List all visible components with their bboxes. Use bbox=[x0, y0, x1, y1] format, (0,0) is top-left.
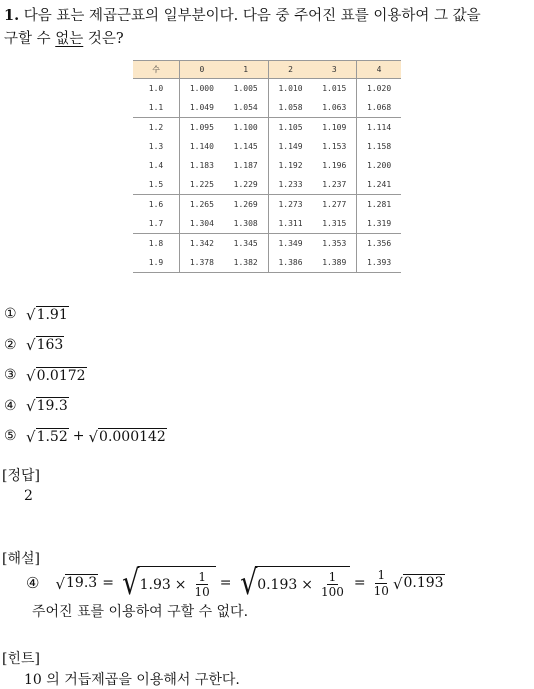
equals-sign: = bbox=[219, 575, 232, 591]
table-cell: 1.145 bbox=[233, 142, 258, 151]
table-cell: 1.095 bbox=[180, 118, 224, 138]
table-cell: 1.349 bbox=[268, 234, 312, 254]
choice-radicand: 0.000142 bbox=[99, 428, 166, 445]
table-cell: 1.345 bbox=[224, 234, 268, 254]
choice-item bbox=[4, 360, 167, 391]
radical-sign-icon: √ bbox=[122, 563, 140, 603]
table-cell: 1.196 bbox=[322, 161, 347, 170]
choice-sqrt bbox=[26, 367, 87, 384]
choice-mark: ① bbox=[4, 306, 17, 323]
table-cell: 1.183 bbox=[180, 156, 224, 175]
table-cell: 1.233 bbox=[268, 175, 312, 195]
choice-operator: + bbox=[72, 428, 85, 445]
table-cell: 1.273 bbox=[268, 195, 312, 215]
table-cell: 1.187 bbox=[233, 161, 258, 170]
table-row bbox=[133, 79, 401, 99]
explanation-rhs-sqrt: √ 0.193 bbox=[392, 574, 444, 593]
table-row-header: 1.1 bbox=[148, 103, 164, 112]
table-cell: 1.010 bbox=[268, 79, 312, 99]
table-cell: 1.000 bbox=[180, 79, 224, 99]
explanation-term1-sqrt: √ 1.93 × $\frac{1}{10}$ bbox=[120, 566, 216, 600]
table-cell: 1.315 bbox=[322, 219, 347, 228]
table-row bbox=[133, 118, 401, 138]
fraction: $\frac{1}{10}$ bbox=[194, 569, 210, 599]
answer-value: 2 bbox=[24, 488, 33, 504]
table-header-cell: 2 bbox=[268, 61, 312, 79]
table-cell: 1.054 bbox=[233, 103, 258, 112]
answer-label: [정답] bbox=[2, 468, 40, 484]
table-cell: 1.005 bbox=[233, 84, 258, 93]
choice-item bbox=[4, 391, 167, 422]
table-cell: 1.114 bbox=[357, 118, 401, 138]
choice-item bbox=[4, 330, 167, 361]
table-cell: 1.269 bbox=[224, 195, 268, 215]
explanation-lhs-sqrt: √ 19.3 bbox=[55, 574, 98, 593]
table-cell: 1.342 bbox=[180, 234, 224, 254]
radical-sign-icon: √ bbox=[392, 574, 403, 593]
radical-sign-icon: √ bbox=[26, 336, 36, 355]
table-header-cell: 1 bbox=[224, 61, 268, 79]
choice-mark: ④ bbox=[4, 397, 17, 414]
table-cell: 1.100 bbox=[224, 118, 268, 138]
table-header-cell: 수 bbox=[133, 61, 180, 79]
table-cell: 1.241 bbox=[357, 175, 401, 195]
question-underlined-word: 없는 bbox=[55, 31, 84, 47]
fraction: $\frac{1}{10}$ bbox=[373, 568, 389, 598]
table-row bbox=[133, 253, 401, 273]
table-cell: 1.068 bbox=[357, 98, 401, 118]
radical-sign-icon: √ bbox=[55, 574, 66, 593]
table-row-header: 1.2 bbox=[133, 118, 180, 138]
explanation-term2-sqrt: √ 0.193 × $\frac{1}{100}$ bbox=[238, 566, 350, 600]
choice-mark: ② bbox=[4, 336, 17, 353]
table-cell: 1.149 bbox=[268, 137, 312, 156]
table-row-header: 1.0 bbox=[148, 84, 164, 93]
table-cell: 1.353 bbox=[312, 234, 356, 254]
explanation-choice-mark: ④ bbox=[26, 574, 40, 592]
choice-sqrt bbox=[88, 428, 166, 445]
table-cell: 1.319 bbox=[357, 214, 401, 234]
choice-item bbox=[4, 421, 167, 452]
choice-sqrt bbox=[26, 428, 69, 445]
radical-sign-icon: √ bbox=[26, 427, 36, 446]
table-row bbox=[133, 98, 401, 118]
explanation-label: [해설] bbox=[2, 551, 40, 567]
table-row bbox=[133, 234, 401, 254]
table-cell: 1.153 bbox=[322, 142, 347, 151]
table-cell: 1.378 bbox=[180, 253, 224, 273]
choice-item bbox=[4, 299, 167, 330]
table-row bbox=[133, 214, 401, 234]
table-cell: 1.393 bbox=[357, 253, 401, 273]
table-cell: 1.225 bbox=[180, 175, 224, 195]
table-cell: 1.158 bbox=[357, 137, 401, 156]
explanation-equation bbox=[26, 563, 445, 603]
choice-radicand: 19.3 bbox=[36, 398, 68, 415]
table-header-row bbox=[133, 61, 401, 79]
table-row bbox=[133, 195, 401, 215]
question-text-2b: 것은? bbox=[83, 31, 124, 47]
table-cell: 1.386 bbox=[268, 253, 312, 273]
square-root-table bbox=[133, 60, 401, 273]
radical-sign-icon: √ bbox=[26, 366, 36, 385]
table-row-header: 1.9 bbox=[133, 253, 180, 273]
question-number: 1. bbox=[4, 7, 20, 24]
hint-text: 10 의 거듭제곱을 이용해서 구한다. bbox=[24, 672, 240, 688]
table-row-header: 1.4 bbox=[148, 161, 164, 170]
equals-sign: = bbox=[102, 575, 114, 591]
choice-radicand: 163 bbox=[36, 337, 64, 354]
hint-label: [힌트] bbox=[2, 651, 40, 667]
table-cell: 1.277 bbox=[312, 195, 356, 215]
question-line-1 bbox=[4, 4, 481, 25]
fraction: $\frac{1}{100}$ bbox=[321, 569, 344, 599]
table-row bbox=[133, 137, 401, 156]
table-row-header: 1.7 bbox=[148, 219, 164, 228]
table-cell: 1.020 bbox=[357, 79, 401, 99]
table-cell: 1.237 bbox=[322, 180, 347, 189]
table-cell: 1.281 bbox=[357, 195, 401, 215]
table-row bbox=[133, 156, 401, 175]
radical-sign-icon: √ bbox=[88, 427, 99, 446]
table-row-header: 1.5 bbox=[148, 180, 164, 189]
choice-radicand: 1.52 bbox=[36, 428, 68, 445]
table-cell: 1.356 bbox=[357, 234, 401, 254]
table-cell: 1.063 bbox=[322, 103, 347, 112]
choice-radicand: 1.91 bbox=[36, 306, 68, 323]
table-row-header: 1.6 bbox=[133, 195, 180, 215]
table-cell: 1.311 bbox=[268, 214, 312, 234]
table-header-cell: 3 bbox=[312, 61, 356, 79]
table-cell: 1.382 bbox=[224, 253, 268, 273]
choice-mark: ⑤ bbox=[4, 428, 17, 445]
radical-sign-icon: √ bbox=[26, 397, 36, 416]
table-cell: 1.192 bbox=[268, 156, 312, 175]
table-header-cell: 4 bbox=[357, 61, 401, 79]
table-cell: 1.049 bbox=[180, 98, 224, 118]
question-text-2a: 구할 수 bbox=[4, 31, 56, 47]
table-cell: 1.265 bbox=[180, 195, 224, 215]
choice-sqrt bbox=[26, 306, 69, 323]
table-cell: 1.308 bbox=[233, 219, 258, 228]
table-cell: 1.015 bbox=[322, 84, 347, 93]
table-cell: 1.304 bbox=[180, 214, 224, 234]
table-cell: 1.058 bbox=[268, 98, 312, 118]
radical-sign-icon: √ bbox=[26, 305, 36, 324]
question-line-2 bbox=[4, 27, 124, 48]
choice-sqrt bbox=[26, 397, 69, 414]
table-row bbox=[133, 175, 401, 195]
radical-sign-icon: √ bbox=[239, 563, 258, 603]
table-row-header: 1.8 bbox=[133, 234, 180, 254]
table-row-header: 1.3 bbox=[148, 142, 164, 151]
table-cell: 1.140 bbox=[180, 137, 224, 156]
table-cell: 1.200 bbox=[357, 156, 401, 175]
table-cell: 1.105 bbox=[268, 118, 312, 138]
table-cell: 1.109 bbox=[312, 118, 356, 138]
choices-list bbox=[4, 299, 167, 452]
explanation-conclusion: 주어진 표를 이용하여 구할 수 없다. bbox=[32, 604, 249, 620]
table-cell: 1.229 bbox=[233, 180, 258, 189]
table-header-cell: 0 bbox=[180, 61, 224, 79]
equals-sign: = bbox=[353, 575, 366, 591]
choice-sqrt bbox=[26, 336, 64, 353]
choice-mark: ③ bbox=[4, 367, 17, 384]
table-cell: 1.389 bbox=[312, 253, 356, 273]
question-text-1: 다음 표는 제곱근표의 일부분이다. 다음 중 주어진 표를 이용하여 그 값을 bbox=[23, 8, 481, 24]
choice-radicand: 0.0172 bbox=[36, 367, 86, 384]
